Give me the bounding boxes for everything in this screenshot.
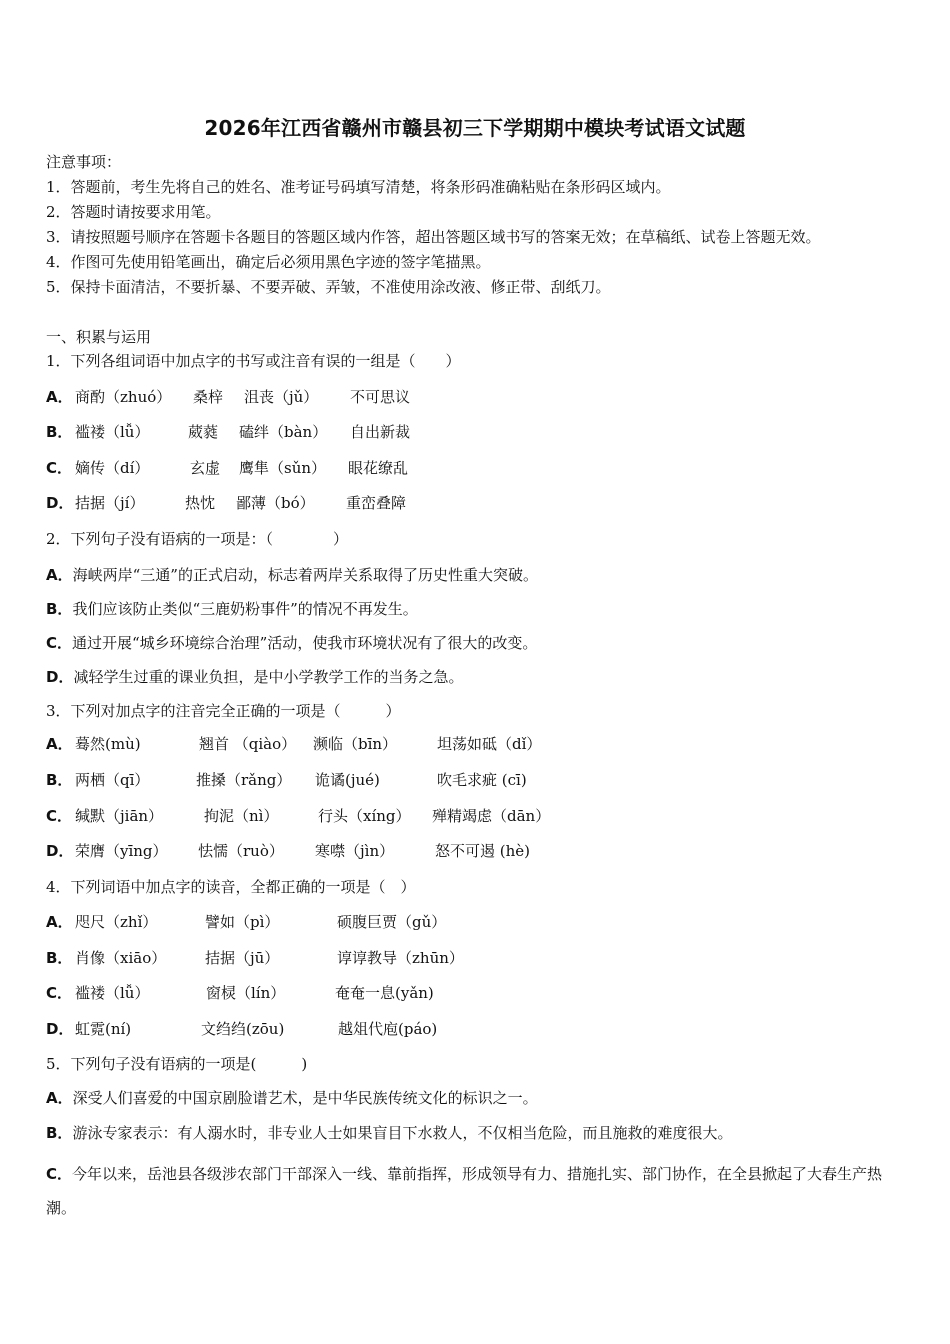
notice-item: 1．答题前，考生先将自己的姓名、准考证号码填写清楚，将条形码准确粘贴在条形码区域内。 xyxy=(46,178,671,196)
q1-word: 嫡传（dí） xyxy=(75,459,150,477)
q4-word: 奄奄一息(yǎn) xyxy=(335,984,434,1002)
q4-option-label: A． xyxy=(46,913,73,931)
question-5-stem: 5．下列句子没有语病的一项是( ) xyxy=(46,1055,308,1073)
q4-word: 越俎代庖(páo) xyxy=(338,1020,438,1038)
question-4-stem: 4．下列词语中加点字的读音，全都正确的一项是（ ） xyxy=(46,878,416,896)
q4-word: 窗棂（lín） xyxy=(206,984,286,1002)
q1-word: 眼花缭乱 xyxy=(348,459,409,477)
q3-option-label: D． xyxy=(46,842,74,860)
q1-word: 褴褛（lǚ） xyxy=(75,423,150,441)
q1-word: 鹰隼（sǔn） xyxy=(239,459,327,477)
q2-option-text: 海峡两岸“三通”的正式启动，标志着两岸关系取得了历史性重大突破。 xyxy=(72,566,538,584)
q1-option-label: C． xyxy=(46,459,73,477)
q2-option-label: B． xyxy=(46,600,73,618)
q5-option-text: 今年以来，岳池县各级涉农部门干部深入一线、靠前指挥，形成领导有力、措施扎实、部门协作，在全县掀起了大春生产热潮。 xyxy=(46,1165,883,1217)
q4-word: 咫尺（zhǐ） xyxy=(75,913,158,931)
q3-word: 寒噤（jìn） xyxy=(315,842,395,860)
q3-word: 翘首 （qiào） xyxy=(199,735,297,753)
notice-item: 5．保持卡面清洁，不要折暴、不要弄破、弄皱，不准使用涂改液、修正带、刮纸刀。 xyxy=(46,278,611,296)
q5-option xyxy=(46,1088,538,1108)
q1-option-label: D． xyxy=(46,494,74,512)
q2-option-label: A． xyxy=(46,566,73,584)
q1-word: 自出新裁 xyxy=(350,423,411,441)
q3-word: 拘泥（nì） xyxy=(204,807,279,825)
q2-option-text: 我们应该防止类似“三鹿奶粉事件”的情况不再发生。 xyxy=(72,600,418,618)
q3-option-label: C． xyxy=(46,807,73,825)
q4-word: 肖像（xiāo） xyxy=(75,949,167,967)
q5-option xyxy=(46,1157,908,1225)
q4-word: 拮据（jū） xyxy=(205,949,280,967)
q3-word: 两栖（qī） xyxy=(75,771,150,789)
q3-word: 殚精竭虑（dān） xyxy=(432,807,551,825)
q5-option-text: 游泳专家表示：有人溺水时，非专业人士如果盲目下水救人，不仅相当危险，而且施救的难度很大。 xyxy=(72,1124,733,1142)
q4-option-label: C． xyxy=(46,984,73,1002)
q3-word: 濒临（bīn） xyxy=(313,735,398,753)
q3-option-label: B． xyxy=(46,771,73,789)
q4-word: 褴褛（lǚ） xyxy=(75,984,150,1002)
notice-item: 4．作图可先使用铅笔画出，确定后必须用黑色字迹的签字笔描黑。 xyxy=(46,253,491,271)
q3-word: 怯懦（ruò） xyxy=(198,842,284,860)
q4-word: 谆谆教导（zhūn） xyxy=(337,949,464,967)
page-title: 2026年江西省赣州市赣县初三下学期期中模块考试语文试题 xyxy=(204,116,746,140)
q3-option-label: A． xyxy=(46,735,73,753)
q1-option-label: A． xyxy=(46,388,73,406)
q1-word: 商酌（zhuó） xyxy=(75,388,172,406)
q1-option-label: B． xyxy=(46,423,73,441)
q5-option-label: A． xyxy=(46,1089,73,1107)
q1-word: 不可思议 xyxy=(350,388,411,406)
q2-option-label: C． xyxy=(46,634,73,652)
q3-word: 诡谲(jué) xyxy=(315,771,380,789)
question-1-stem: 1．下列各组词语中加点字的书写或注音有误的一组是（ ） xyxy=(46,352,461,370)
question-2-stem: 2．下列句子没有语病的一项是：（ ） xyxy=(46,530,349,548)
q2-option xyxy=(46,667,463,687)
q3-word: 吹毛求疵 (cī) xyxy=(437,771,527,789)
q3-word: 坦荡如砥（dǐ） xyxy=(437,735,542,753)
q2-option-label: D． xyxy=(46,668,74,686)
q1-word: 玄虚 xyxy=(190,459,221,477)
q3-word: 荣膺（yīng） xyxy=(75,842,168,860)
q5-option-label: B． xyxy=(46,1124,73,1142)
notice-item: 3．请按照题号顺序在答题卡各题目的答题区域内作答，超出答题区域书写的答案无效；在草稿纸、试卷上答题无效。 xyxy=(46,228,821,246)
q3-word: 缄默（jiān） xyxy=(75,807,164,825)
question-3-stem: 3．下列对加点字的注音完全正确的一项是（ ） xyxy=(46,702,401,720)
q1-word: 重峦叠障 xyxy=(346,494,407,512)
section-heading: 一、积累与运用 xyxy=(46,328,152,346)
q4-option-label: B． xyxy=(46,949,73,967)
q4-word: 硕腹巨贾（gǔ） xyxy=(337,913,447,931)
notice-heading: 注意事项： xyxy=(46,153,122,171)
q2-option xyxy=(46,599,418,619)
q2-option xyxy=(46,565,538,585)
q3-word: 行头（xíng） xyxy=(318,807,411,825)
q2-option xyxy=(46,633,537,653)
notice-item: 2．答题时请按要求用笔。 xyxy=(46,203,221,221)
q1-word: 鄙薄（bó） xyxy=(236,494,315,512)
q4-option-label: D． xyxy=(46,1020,74,1038)
q1-word: 葳蕤 xyxy=(188,423,219,441)
q1-word: 桑梓 xyxy=(193,388,224,406)
q3-word: 怒不可遏 (hè) xyxy=(435,842,531,860)
q5-option-text: 深受人们喜爱的中国京剧脸谱艺术，是中华民族传统文化的标识之一。 xyxy=(72,1089,538,1107)
q2-option-text: 通过开展“城乡环境综合治理”活动，使我市环境状况有了很大的改变。 xyxy=(72,634,538,652)
q2-option-text: 减轻学生过重的课业负担，是中小学教学工作的当务之急。 xyxy=(73,668,464,686)
q1-word: 沮丧（jǔ） xyxy=(244,388,319,406)
q1-word: 拮据（jí） xyxy=(75,494,145,512)
q4-word: 虹霓(ní) xyxy=(75,1020,132,1038)
q3-word: 蓦然(mù) xyxy=(75,735,141,753)
q4-word: 文绉绉(zōu) xyxy=(201,1020,285,1038)
q5-option xyxy=(46,1123,732,1143)
q1-word: 磕绊（bàn） xyxy=(239,423,328,441)
q4-word: 譬如（pì） xyxy=(205,913,280,931)
q3-word: 推搡（rǎng） xyxy=(196,771,292,789)
q1-word: 热忱 xyxy=(185,494,216,512)
q5-option-label: C． xyxy=(46,1165,73,1183)
